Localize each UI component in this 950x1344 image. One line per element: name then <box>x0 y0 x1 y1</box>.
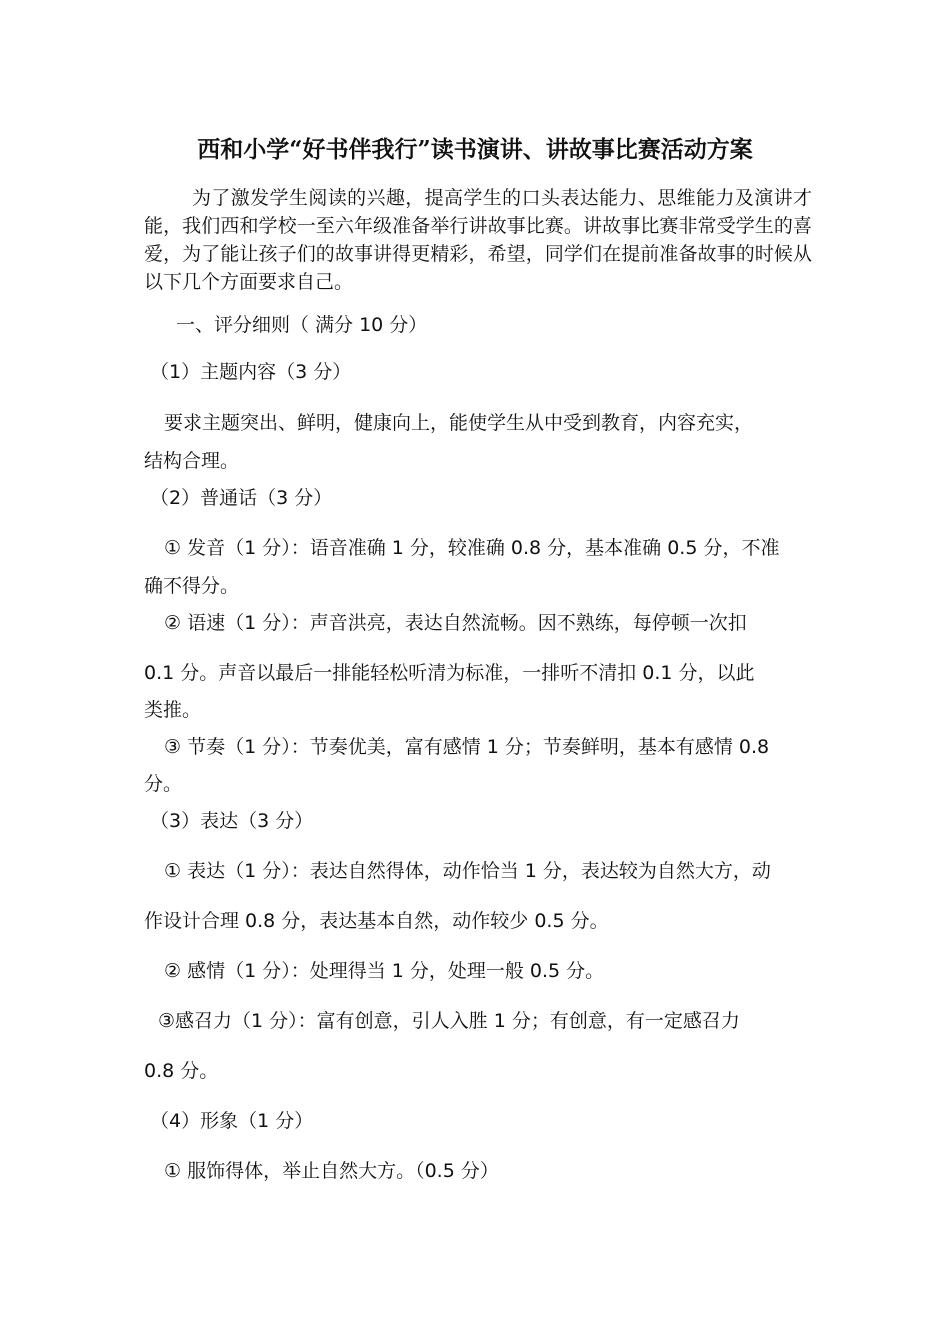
criterion-heading-expression: （3）表达（3 分） <box>150 810 314 832</box>
criterion-text: ① 服饰得体，举止自然大方。（0.5 分） <box>164 1160 499 1182</box>
criterion-text: 要求主题突出、鲜明，健康向上，能使学生从中受到教育，内容充实， <box>164 412 754 434</box>
section-heading-scoring: 一、评分细则（ 满分 10 分） <box>176 314 428 336</box>
criterion-text: ② 语速（1 分）：声音洪亮，表达自然流畅。因不熟练，每停顿一次扣 <box>164 612 747 634</box>
intro-paragraph: 为了激发学生阅读的兴趣，提高学生的口头表达能力、思维能力及演讲才能，我们西和学校一至六年级准备举行讲故事比赛。讲故事比赛非常受学生的喜爱，为了能让孩子们的故事讲得更精彩，希望，同学们在提前准备故事的时候从以下几个方面要求自己。 <box>144 187 812 293</box>
criterion-text: 分。 <box>144 773 183 795</box>
criterion-heading-mandarin: （2）普通话（3 分） <box>150 487 333 509</box>
criterion-text: ① 发音（1 分）：语音准确 1 分，较准确 0.8 分，基本准确 0.5 分，不准 <box>164 537 780 559</box>
criterion-text: ③感召力（1 分）：富有创意，引人入胜 1 分；有创意，有一定感召力 <box>158 1010 740 1032</box>
criterion-text: 0.1 分。声音以最后一排能轻松听清为标准，一排听不清扣 0.1 分，以此 <box>144 662 755 684</box>
criterion-text: ① 表达（1 分）：表达自然得体，动作恰当 1 分，表达较为自然大方，动 <box>164 860 771 882</box>
criterion-text: 确不得分。 <box>144 575 240 597</box>
criterion-heading-image: （4）形象（1 分） <box>150 1110 314 1132</box>
criterion-text: 0.8 分。 <box>144 1060 219 1082</box>
criterion-text: 结构合理。 <box>144 450 240 472</box>
criterion-text: 作设计合理 0.8 分，表达基本自然，动作较少 0.5 分。 <box>144 910 609 932</box>
criterion-text: 类推。 <box>144 699 202 721</box>
criterion-text: ③ 节奏（1 分）：节奏优美，富有感情 1 分；节奏鲜明，基本有感情 0.8 <box>164 736 770 758</box>
criterion-heading-theme: （1）主题内容（3 分） <box>150 361 352 383</box>
criterion-text: ② 感情（1 分）：处理得当 1 分，处理一般 0.5 分。 <box>164 960 605 982</box>
document-title: 西和小学“好书伴我行”读书演讲、讲故事比赛活动方案 <box>197 136 753 163</box>
